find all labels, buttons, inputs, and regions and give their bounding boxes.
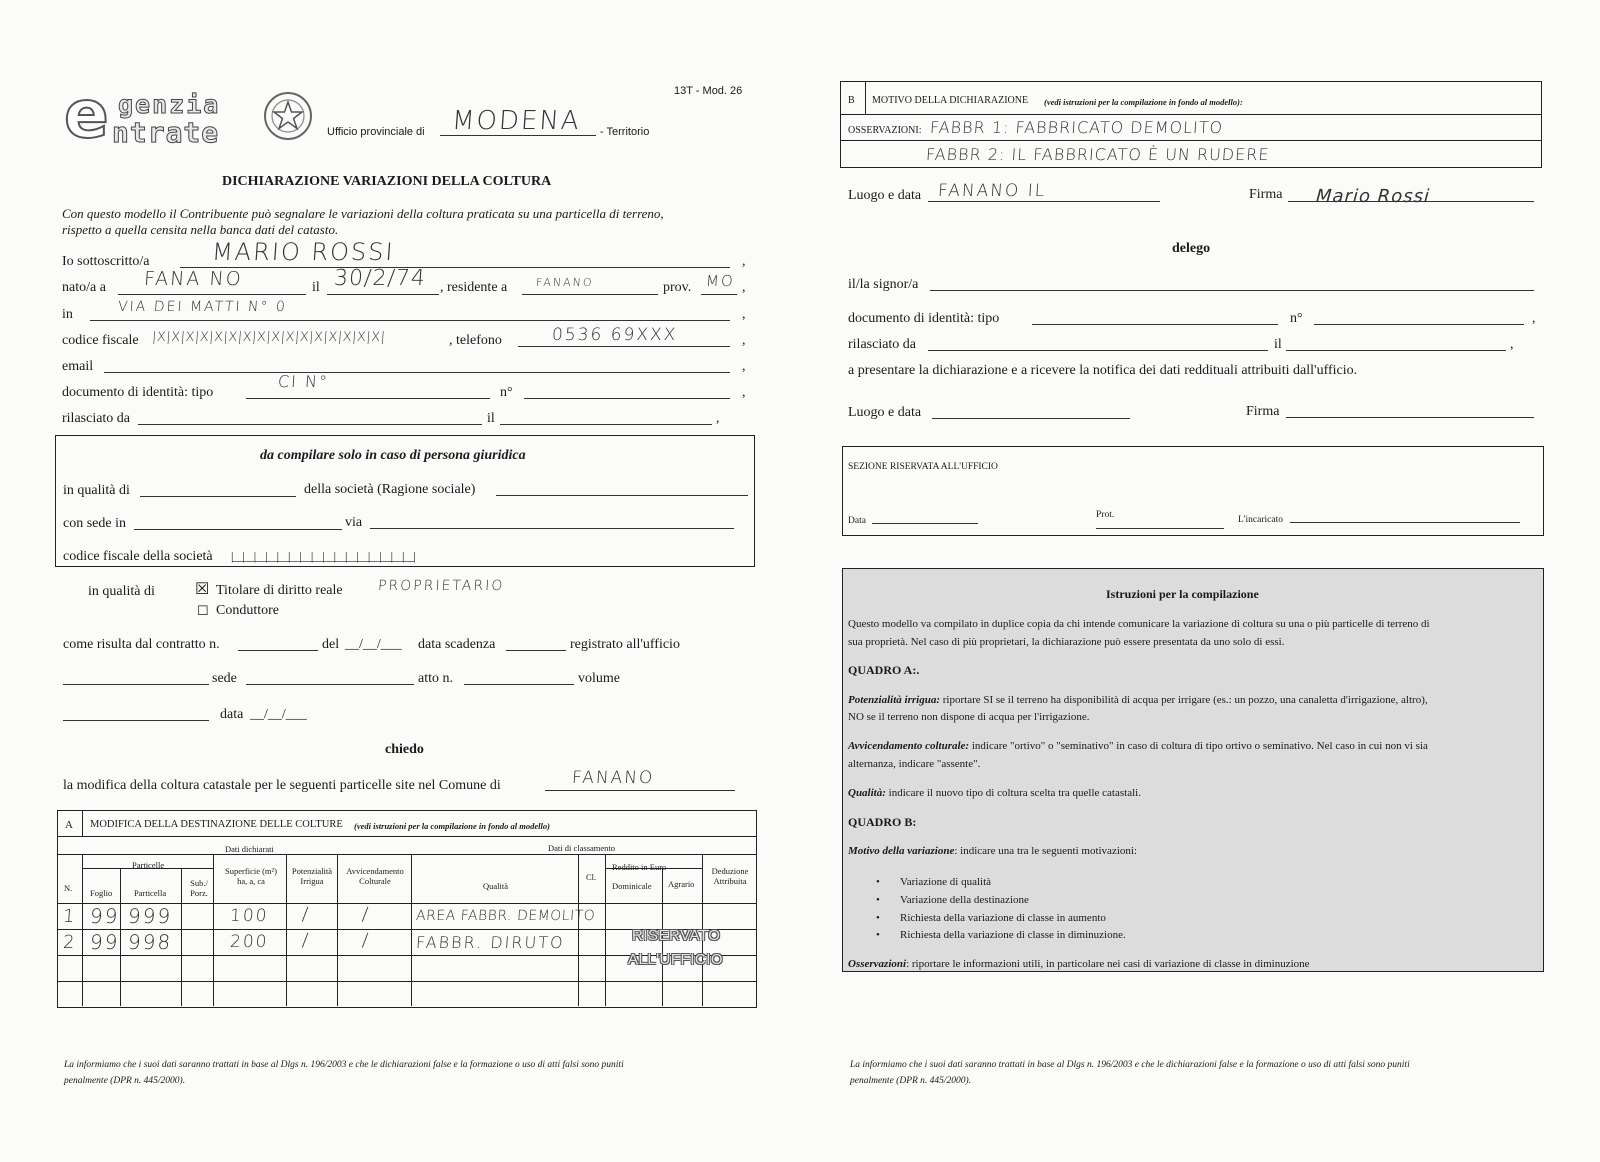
email-label: email — [62, 359, 94, 374]
riservato-stamp-2: ALL'UFFICIO — [628, 951, 724, 968]
cf-label: codice fiscale — [62, 333, 139, 348]
rilasciato-il-label: il — [487, 411, 495, 426]
delego-heading: delego — [1172, 241, 1211, 256]
il-label: il — [312, 280, 320, 295]
comune-value[interactable]: FANANO — [571, 768, 655, 788]
osservazioni-line-1[interactable]: FABBR 1: FABBRICATO DEMOLITO — [929, 118, 1224, 137]
row2-n[interactable]: 2 — [62, 932, 78, 953]
rilasciato-label: rilasciato da — [62, 411, 131, 426]
nato-label: nato/a a — [62, 280, 106, 295]
row2-qualita[interactable]: FABBR. DIRUTO — [415, 933, 566, 952]
comune-label: la modifica della coltura catastale per le seguenti particelle site nel Comune di — [63, 778, 501, 793]
in-value[interactable]: VIA DEI MATTI N° 0 — [117, 299, 288, 315]
privacy-left-2: penalmente (DPR n. 445/2000). — [64, 1076, 186, 1086]
conduttore-checkbox[interactable]: ☐ — [197, 603, 209, 618]
intro-line-2: rispetto a quella censita nella banca dati del catasto. — [62, 222, 339, 237]
row1-potenzialita[interactable]: / — [301, 904, 311, 925]
luogo-value[interactable]: FANANO IL — [937, 181, 1047, 201]
row2-avvicendamento[interactable]: / — [361, 930, 371, 951]
row1-foglio[interactable]: 99 — [89, 904, 121, 928]
row2-foglio[interactable]: 99 — [89, 930, 121, 954]
row1-particella[interactable]: 999 — [127, 904, 174, 928]
cf-value[interactable]: |X|X|X|X|X|X|X|X|X|X|X|X|X|X|X|X| — [151, 330, 386, 345]
io-value[interactable]: MARIO ROSSI — [211, 238, 396, 266]
logo-line1: genzia — [118, 90, 221, 119]
row2-superficie[interactable]: 200 — [229, 932, 270, 952]
box-b-title: MOTIVO DELLA DICHIARAZIONE — [872, 95, 1029, 106]
privacy-right-2: penalmente (DPR n. 445/2000). — [850, 1076, 972, 1086]
row2-particella[interactable]: 998 — [127, 930, 174, 954]
logo-initial: e — [64, 76, 109, 153]
privacy-left-1: La informiamo che i suoi dati saranno trattati in base al Dlgs n. 196/2003 e che le dichiarazioni false e la formazione o uso di atti falsi sono puniti — [64, 1060, 624, 1070]
giuridica-title: da compilare solo in caso di persona giuridica — [260, 448, 526, 463]
prov-label: prov. — [663, 280, 692, 295]
doc-value[interactable]: CI N° — [277, 372, 330, 391]
logo-line2: ntrate — [112, 116, 220, 149]
row1-superficie[interactable]: 100 — [229, 906, 270, 926]
office-value[interactable]: MODENA — [450, 106, 582, 136]
office-label: Ufficio provinciale di — [327, 126, 425, 138]
bullet-2: • Variazione della destinazione — [900, 892, 1029, 908]
row1-avvicendamento[interactable]: / — [361, 904, 371, 925]
page-title: DICHIARAZIONE VARIAZIONI DELLA COLTURA — [222, 174, 552, 189]
row1-qualita[interactable]: AREA FABBR. DEMOLITO — [415, 908, 596, 924]
residente-value[interactable]: FANANO — [535, 276, 594, 289]
table-a-title: MODIFICA DELLA DESTINAZIONE DELLE COLTURE — [90, 819, 343, 830]
nato-value[interactable]: FANA NO — [143, 268, 244, 290]
tel-label: , telefono — [449, 333, 502, 348]
email-line[interactable] — [104, 372, 730, 373]
bullet-1: • Variazione di qualità — [900, 874, 991, 890]
tel-value[interactable]: 0536 69XXX — [551, 325, 678, 345]
bullet-3: • Richiesta della variazione di classe in aumento — [900, 910, 1106, 926]
il-value[interactable]: 30/2/74 — [333, 266, 427, 291]
osservazioni-line-2[interactable]: FABBR 2: IL FABBRICATO È UN RUDERE — [925, 145, 1271, 164]
office-line — [440, 135, 596, 136]
form-code: 13T - Mod. 26 — [674, 85, 743, 97]
intro-line-1: Con questo modello il Contribuente può segnalare le variazioni della coltura praticata su una particella di terreno, — [62, 206, 664, 221]
privacy-right-1: La informiamo che i suoi dati saranno trattati in base al Dlgs n. 196/2003 e che le dichiarazioni false e la formazione o uso di atti falsi sono puniti — [850, 1060, 1410, 1070]
io-label: Io sottoscritto/a — [62, 254, 150, 269]
giuridica-cf-boxes[interactable]: |__|__|__|__|__|__|__|__|__|__|__|__|__|__|__|__| — [231, 549, 415, 563]
row1-n[interactable]: 1 — [62, 906, 78, 927]
in-label: in — [62, 307, 73, 322]
io-line — [180, 267, 730, 268]
titolare-value[interactable]: PROPRIETARIO — [377, 578, 505, 594]
row2-potenzialita[interactable]: / — [301, 930, 311, 951]
doc-label: documento di identità: tipo — [62, 385, 214, 400]
chiedo-heading: chiedo — [385, 742, 424, 757]
bullet-4: • Richiesta della variazione di classe in diminuzione. — [900, 927, 1126, 943]
agenzia-entrate-logo — [62, 76, 318, 153]
riservato-stamp-1: RISERVATO — [632, 927, 721, 944]
presentare-text: a presentare la dichiarazione e a ricevere la notifica dei dati reddituali attribuiti dall'ufficio. — [848, 363, 1358, 378]
republic-emblem-icon — [262, 90, 314, 142]
prov-value[interactable]: MO — [705, 272, 736, 290]
office-suffix: - Territorio — [600, 126, 650, 138]
residente-label: , residente a — [440, 280, 508, 295]
firma-signature[interactable]: Mario Rossi — [1315, 186, 1431, 207]
titolare-checkbox[interactable]: ☒ — [195, 581, 210, 598]
doc-n-label: n° — [500, 385, 513, 400]
istruzioni-title: Istruzioni per la compilazione — [1106, 587, 1259, 601]
